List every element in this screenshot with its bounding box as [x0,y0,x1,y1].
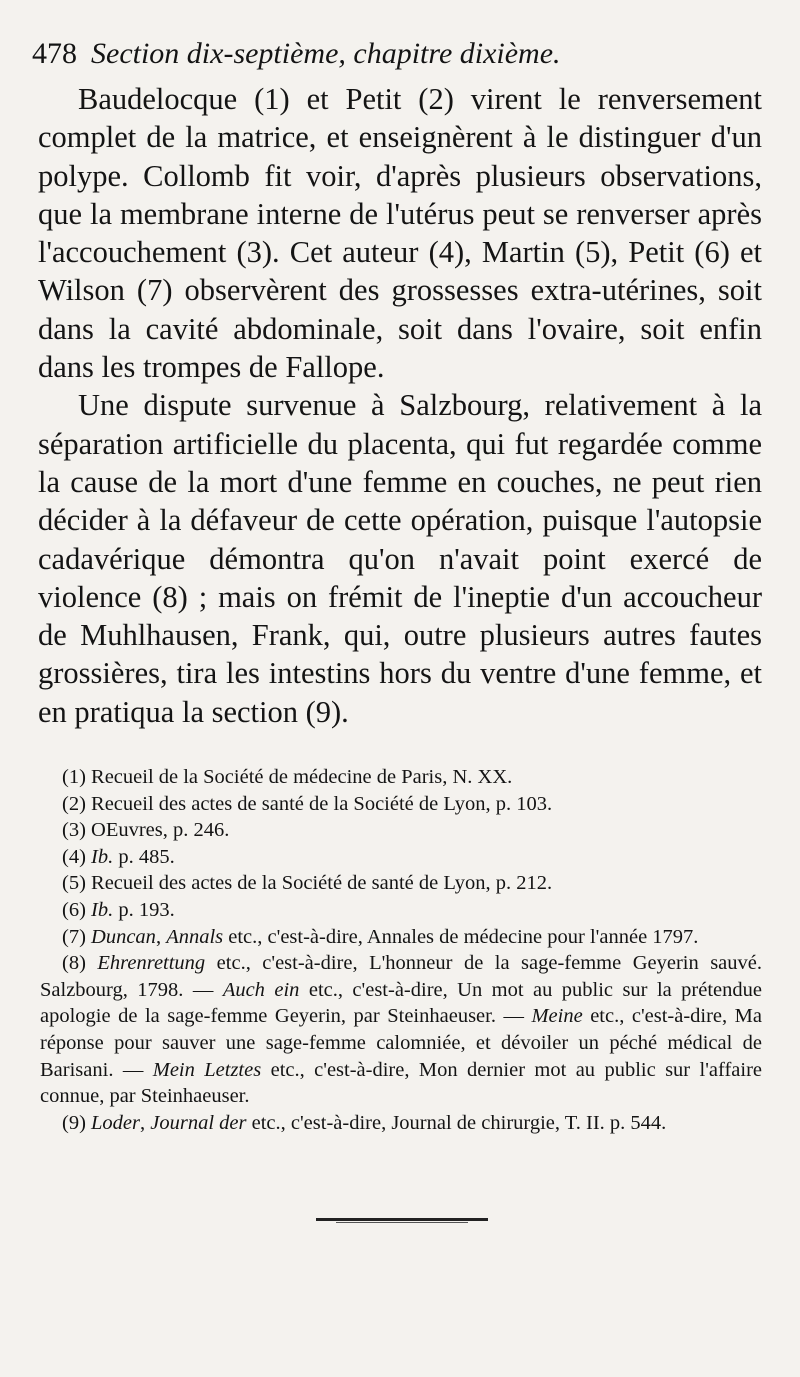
footnote-7-comma: , [155,925,162,948]
footnote-8-text-1: etc., c'est-à-dire, L'honneur de la sage-femme Geyerin sauvé. Salzbourg, 1798. — [40,952,763,1001]
running-header [32,34,762,74]
footnote-9-number: (9) [62,1111,86,1134]
footnote-6-text: p. 193. [118,898,175,921]
footnote-4 [40,844,762,871]
running-title: Section dix-septième, chapitre dixième. [91,37,561,70]
footnote-8-text-4: etc., c'est-à-dire, Mon dernier mot au public sur l'affaire connue, par Steinhaeuser. [40,1058,763,1108]
footnote-8-text-2: etc., c'est-à-dire, Un mot au public sur la prétendue apologie de la sage-femme Geyerin, par Steinhaeuser. — [40,978,762,1028]
paragraph-2: Une dispute survenue à Salzbourg, relativement à la séparation artificielle du placenta, qui fut regardée comme la cause de la mort d'une femme en couches, ne peut rien décider à la défaveur de cette opération, puisque l'autopsie cadavérique démontra qu'on n'avait point exercé de violence (8) ; mais on frémit de l'ineptie d'un accoucheur de Muhlhausen, Frank, qui, outre plusieurs autres fautes grossières, tira les intestins hors du ventre d'une femme, et en pratiqua la section (9). [38,388,762,729]
footnote-6-number: (6) [62,898,86,921]
footnote-7-number: (7) [62,925,86,948]
footnote-7-author: Duncan [91,925,156,948]
footnote-7 [40,924,762,951]
footnote-8-title-4: Mein Letztes [152,1058,262,1081]
footnote-4-ibid: Ib. [91,845,114,868]
footnote-1: (1) Recueil de la Société de médecine de Paris, N. XX. [62,766,513,788]
footnote-9-text: etc., c'est-à-dire, Journal de chirurgie, T. II. p. 544. [251,1111,667,1134]
footnotes [40,764,762,1136]
footnote-9-author: Loder [91,1111,141,1134]
footnote-7-title: Annals [166,925,224,948]
footnote-9-comma: , [140,1111,146,1134]
footnote-9 [40,1110,762,1137]
footnote-9-title: Journal der [150,1111,247,1134]
footnote-8-number: (8) [62,952,86,975]
footnote-4-number: (4) [62,845,86,868]
footnote-6 [40,897,762,924]
footnote-2: (2) Recueil des actes de santé de la Société de Lyon, p. 103. [62,792,553,815]
page-number: 478 [32,37,77,70]
footnote-6-ibid: Ib. [91,898,114,921]
footnote-7-text: etc., c'est-à-dire, Annales de médecine pour l'année 1797. [228,925,699,948]
footnote-8-title-2: Auch ein [222,978,300,1001]
footnote-8 [40,950,762,1110]
ornamental-rule [316,1218,488,1221]
footnote-8-title-3: Meine [531,1005,583,1028]
footnote-4-text: p. 485. [118,845,175,868]
paragraph-1: Baudelocque (1) et Petit (2) virent le renversement complet de la matrice, et enseignèrent à le distinguer d'un polype. Collomb fit voir, d'après plusieurs observations, que la membrane interne de l'utérus peut se renverser après l'accouchement (3). Cet auteur (4), Martin (5), Petit (6) et Wilson (7) observèrent des grossesses extra-utérines, soit dans la cavité abdominale, soit dans l'ovaire, soit enfin dans les trompes de Fallope. [38,82,762,385]
footnote-8-title-1: Ehrenrettung [97,952,206,975]
footnote-5: (5) Recueil des actes de la Société de santé de Lyon, p. 212. [62,872,553,895]
footnote-3: (3) OEuvres, p. 246. [62,819,230,842]
footnote-8-text-3: etc., c'est-à-dire, Ma réponse pour sauver une sage-femme calomniée, et dévoiler un péché médical de Barisani. — [40,1005,762,1081]
main-text [38,80,762,731]
